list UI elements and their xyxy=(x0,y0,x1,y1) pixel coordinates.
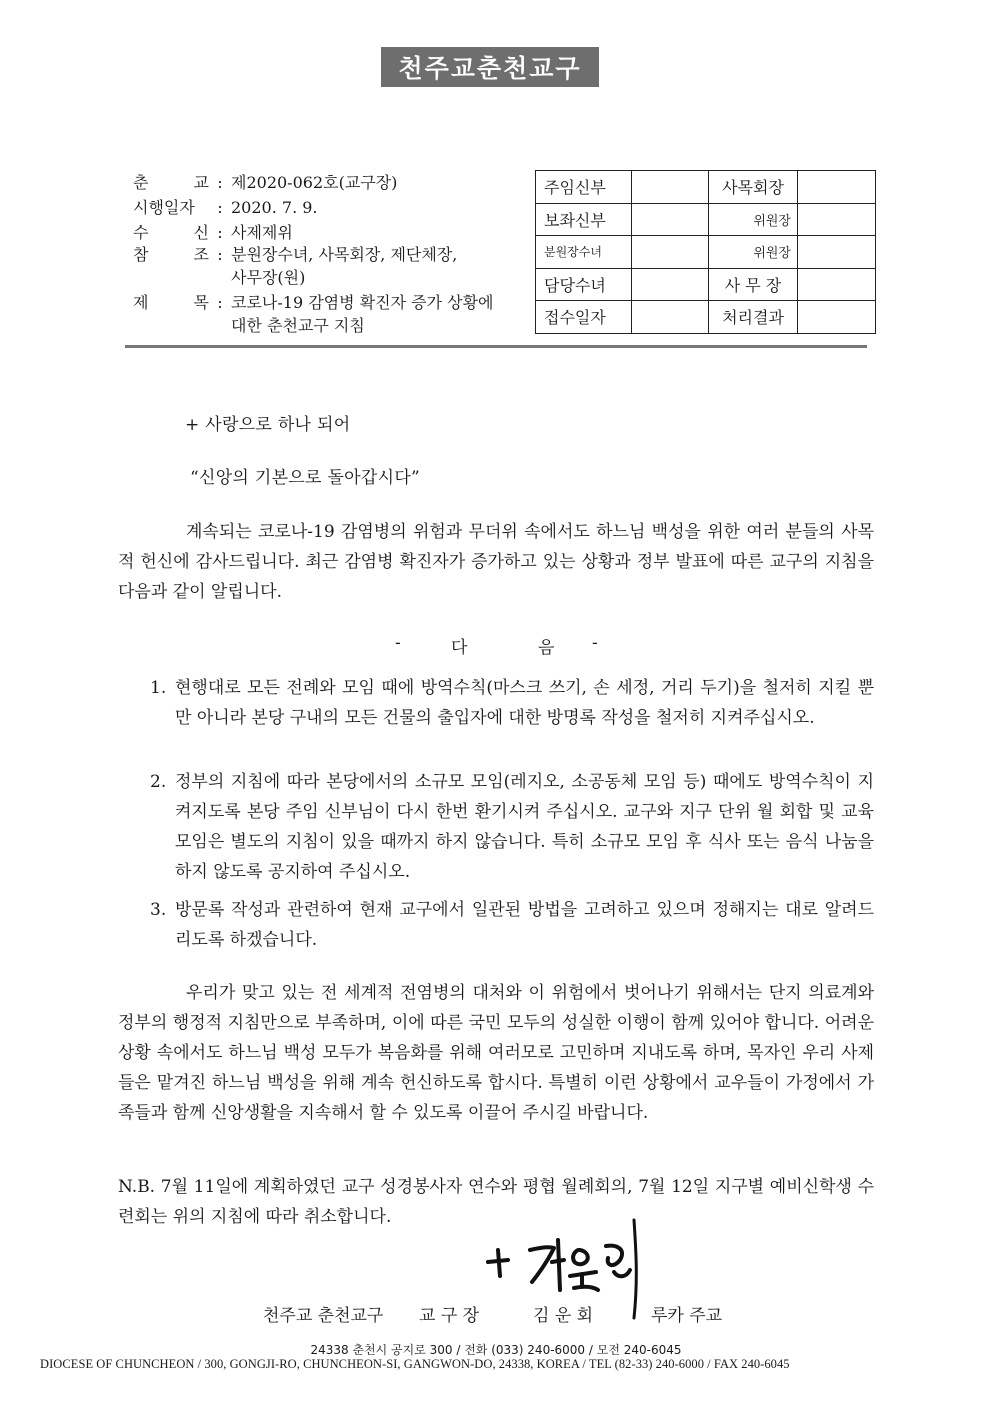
footer-english-address: DIOCESE OF CHUNCHEON / 300, GONGJI-RO, CHUNCHEON-SI, GANGWON-DO, 24338, KOREA / TEL (82-33) 240-6000 / FAX 240-6045 xyxy=(40,1357,790,1371)
motto: + 사랑으로 하나 되어 xyxy=(185,415,351,435)
approval-sign-cell xyxy=(798,203,876,236)
approval-sign-cell xyxy=(798,236,876,269)
recipient-label: 수 신 xyxy=(133,223,209,242)
subject-label: 제 목 xyxy=(133,293,209,312)
list-item xyxy=(150,673,874,733)
subject-line2: 대한 춘천교구 지침 xyxy=(231,316,365,335)
diocese-title: 천주교춘천교구 xyxy=(398,54,582,83)
footer-korean-address: 24338 춘천시 공지로 300 / 전화 (033) 240-6000 / 모전 240-6045 xyxy=(310,1343,682,1357)
subject-row xyxy=(133,290,494,315)
list-item xyxy=(150,767,874,887)
approval-cell: 위원장 xyxy=(709,236,798,269)
approval-sign-cell xyxy=(632,236,709,269)
approval-row xyxy=(536,203,876,236)
signer-name: 김 운 회 xyxy=(533,1306,594,1326)
closing-paragraph: 우리가 맞고 있는 전 세계적 전염병의 대처와 이 위험에서 벗어나기 위해서는 단지 의료계와 정부의 행정적 지침만으로 부족하며, 이에 따른 국민 모두의 성실한 이행이 함께 있어야 합니다. 어려운 상황 속에서도 하느님 백성 모두가 복음화를 위해 여러모로 고민하며 지내도록 하며, 목자인 우리 사제들은 맡겨진 하느님 백성을 위해 계속 헌신하도록 합시다. 특별히 이런 상황에서 교우들이 가정에서 가족들과 함께 신앙생활을 지속해서 할 수 있도록 이끌어 주시길 바랍니다. xyxy=(118,983,874,1123)
approval-cell: 분원장수녀 xyxy=(536,236,632,269)
approval-cell: 담당수녀 xyxy=(536,268,632,301)
item-number: 3. xyxy=(150,900,167,920)
approval-cell: 보좌신부 xyxy=(536,203,632,236)
issue-date: 2020. 7. 9. xyxy=(231,198,318,217)
approval-sign-cell xyxy=(632,203,709,236)
heading-eum: 음 xyxy=(538,638,555,658)
approval-row xyxy=(536,236,876,269)
approval-sign-cell xyxy=(798,301,876,334)
approval-cell: 위원장 xyxy=(709,203,798,236)
recipient: 사제제위 xyxy=(231,223,293,242)
item-text: 현행대로 모든 전례와 모임 때에 방역수칙(마스크 쓰기, 손 세정, 거리 두기)을 철저히 지킬 뿐만 아니라 본당 구내의 모든 건물의 출입자에 대한 방명록 작성을 철저히 지켜주십시오. xyxy=(175,678,874,728)
date-label: 시행일자 xyxy=(133,198,195,217)
approval-cell: 주임신부 xyxy=(536,171,632,204)
header-divider xyxy=(125,345,867,348)
colon: : xyxy=(217,223,223,242)
intro-paragraph: 계속되는 코로나-19 감염병의 위험과 무더위 속에서도 하느님 백성을 위한 여러 분들의 사목적 헌신에 감사드립니다. 최근 감염병 확진자가 증가하고 있는 상황과 정부 발표에 따른 교구의 지침을 다음과 같이 알립니다. xyxy=(118,522,874,602)
item-text: 방문록 작성과 관련하여 현재 교구에서 일관된 방법을 고려하고 있으며 정해지는 대로 알려드리도록 하겠습니다. xyxy=(175,900,874,950)
doc-number-row xyxy=(133,170,397,195)
reference-label: 참 조 xyxy=(133,245,209,264)
approval-sign-cell xyxy=(632,171,709,204)
item-text: 정부의 지침에 따라 본당에서의 소규모 모임(레지오, 소공동체 모임 등) 때에도 방역수칙이 지켜지도록 본당 주임 신부님이 다시 한번 환기시켜 주십시오. 교구와 지구 단위 월 회합 및 교육 모임은 별도의 지침이 있을 때까지 하지 않습니다. 특히 소규모 모임 후 식사 또는 음식 나눔을 하지 않도록 공지하여 주십시오. xyxy=(175,772,874,882)
reference-row xyxy=(133,242,457,267)
approval-row xyxy=(536,171,876,204)
colon: : xyxy=(217,245,223,264)
colon: : xyxy=(217,293,223,312)
colon: : xyxy=(217,173,223,192)
item-number: 1. xyxy=(150,678,167,698)
approval-row xyxy=(536,268,876,301)
list-item xyxy=(150,895,874,955)
heading-dash-left: - xyxy=(395,633,401,653)
approval-row xyxy=(536,301,876,334)
approval-cell: 사목회장 xyxy=(709,171,798,204)
item-number: 2. xyxy=(150,772,167,792)
doc-number: 제2020-062호(교구장) xyxy=(231,173,398,192)
signer-christian-name: 루카 주교 xyxy=(651,1306,723,1326)
nb-note: N.B. 7월 11일에 계획하였던 교구 성경봉사자 연수와 평협 월례회의, 7월 12일 지구별 예비신학생 수련회는 위의 지침에 따라 취소합니다. xyxy=(118,1177,874,1227)
reference-line1: 분원장수녀, 사목회장, 제단체장, xyxy=(231,245,458,264)
approval-sign-cell xyxy=(632,301,709,334)
signer-position: 교 구 장 xyxy=(419,1306,480,1326)
approval-sign-cell xyxy=(632,268,709,301)
heading-da: 다 xyxy=(451,638,468,658)
reference-line2: 사무장(원) xyxy=(231,268,306,287)
approval-cell: 사 무 장 xyxy=(709,268,798,301)
signer-org: 천주교 춘천교구 xyxy=(263,1306,384,1326)
colon: : xyxy=(217,198,223,217)
approval-cell: 처리결과 xyxy=(709,301,798,334)
doc-number-label: 춘 교 xyxy=(133,173,209,192)
diocese-title-banner xyxy=(381,47,599,87)
approval-cell: 접수일자 xyxy=(536,301,632,334)
approval-sign-cell xyxy=(798,268,876,301)
date-row xyxy=(133,195,318,220)
heading-dash-right: - xyxy=(592,633,598,653)
subject-line1: 코로나-19 감염병 확진자 증가 상황에 xyxy=(231,293,494,312)
approval-table xyxy=(535,170,876,334)
slogan: “신앙의 기본으로 돌아갑시다” xyxy=(190,468,421,488)
approval-sign-cell xyxy=(798,171,876,204)
